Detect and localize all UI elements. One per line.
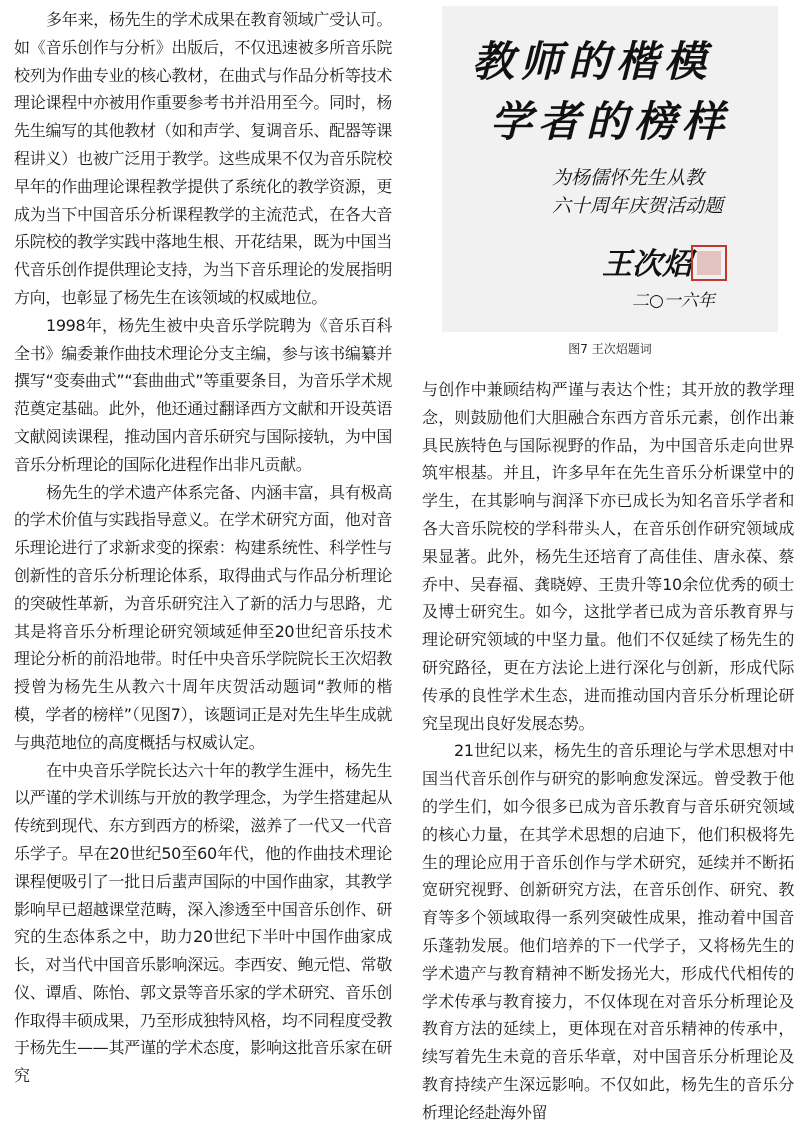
paragraph: 与创作中兼顾结构严谨与表达个性；其开放的教学理念，则鼓励他们大胆融合东西方音乐元素，创作出兼具民族特色与国际视野的作品，为中国音乐走向世界筑牢根基。并且，许多早年在先生音乐分析课堂中的学生，在其影响与润泽下亦已成长为知名音乐学者和各大音乐院校的学科带头人，在音乐创作研究领域成果显著。此外，杨先生还培育了高佳佳、唐永葆、蔡乔中、吴春福、龚晓婷、王贵升等10余位优秀的硕士及博士研究生。如今，这批学者已成为音乐教育界与理论研究领域的中坚力量。他们不仅延续了杨先生的研究路径，更在方法论上进行深化与创新，形成代际传承的良性学术生态，进而推动国内音乐分析理论研究呈现出良好发展态势。 [422, 380, 794, 733]
paragraph: 1998年，杨先生被中央音乐学院聘为《音乐百科全书》编委兼作曲技术理论分支主编，参与该书编纂并撰写“变奏曲式”“套曲曲式”等重要条目，为音乐学术规范奠定基础。此外，他还通过翻译西方文献和开设英语文献阅读课程，推动国内音乐研究与国际接轨，为中国音乐分析理论的国际化进程作出非凡贡献。 [14, 315, 392, 474]
paragraph: 21世纪以来，杨先生的音乐理论与学术思想对中国当代音乐创作与研究的影响愈发深远。曾受教于他的学生们，如今很多已成为音乐教育与音乐研究领域的核心力量，在其学术思想的启迪下，他们积极将先生的理论应用于音乐创作与学术研究，延续并不断拓宽研究视野、创新研究方法，在音乐创作、研究、教育等多个领域取得一系列突破性成果，推动着中国音乐蓬勃发展。他们培养的下一代学子，又将杨先生的学术遗产与教育精神不断发扬光大，形成代代相传的学术传承与教育接力，不仅体现在对音乐分析理论及教育方法的延续上，更体现在对音乐精神的传承中，续写着先生未竟的音乐华章，对中国音乐分析理论及教育持续产生深远影响。不仅如此，杨先生的音乐分析理论经赴海外留 [422, 741, 794, 1122]
calligraphy-note-2: 六十周年庆贺活动题 [552, 195, 724, 217]
seal-stamp [692, 246, 726, 280]
figure-calligraphy [442, 6, 778, 332]
calligraphy-date: 二○一六年 [632, 291, 715, 311]
calligraphy-image [442, 6, 778, 332]
paragraph: 在中央音乐学院长达六十年的教学生涯中，杨先生以严谨的学术训练与开放的教学理念，为学生搭建起从传统到现代、东方到西方的桥梁，滋养了一代又一代音乐学子。早在20世纪50至60年代，他的作曲技术理论课程便吸引了一批日后蜚声国际的中国作曲家，其教学影响早已超越课堂范畴，深入渗透至中国音乐创作、研究的生态体系之中，助力20世纪下半叶中国作曲家成长，对当代中国音乐影响深远。李西安、鲍元恺、常敬仪、谭盾、陈怡、郭文景等音乐家的学术研究、音乐创作取得丰硕成果，乃至形成独特风格，均不同程度受教于杨先生——其严谨的学术态度，影响这批音乐家在研究 [14, 760, 392, 1086]
left-column [14, 6, 392, 1090]
calligraphy-line-2: 学者的榜样 [490, 97, 731, 146]
paragraph: 多年来，杨先生的学术成果在教育领域广受认可。如《音乐创作与分析》出版后，不仅迅速被多所音乐院校列为作曲专业的核心教材，在曲式与作品分析等技术理论课程中亦被用作重要参考书并沿用至今。同时，杨先生编写的其他教材（如和声学、复调音乐、配器等课程讲义）也被广泛用于教学。这些成果不仅为音乐院校早年的作曲理论课程教学提供了系统化的教学资源，更成为当下中国音乐分析课程教学的主流范式，在各大音乐院校的教学实践中落地生根、开花结果，既为中国当代音乐创作提供理论支持，为当下音乐理论的发展指明方向，也彰显了杨先生在该领域的权威地位。 [14, 10, 392, 307]
right-text [422, 376, 794, 1127]
paragraph: 杨先生的学术遗产体系完备、内涵丰富，具有极高的学术价值与实践指导意义。在学术研究方面，他对音乐理论进行了求新求变的探索：构建系统性、科学性与创新性的音乐分析理论体系，取得曲式与作品分析理论的突破性革新，为音乐研究注入了新的活力与思路，尤其是将音乐分析理论研究领域延伸至20世纪音乐技术理论分析的前沿地带。时任中央音乐学院院长王次炤教授曾为杨先生从教六十周年庆贺活动题词“教师的楷模，学者的榜样”（见图7），该题词正是对先生毕生成就与典范地位的高度概括与权威认定。 [14, 482, 392, 752]
calligraphy-note-1: 为杨儒怀先生从教 [552, 167, 705, 189]
right-column [422, 6, 794, 1127]
calligraphy-signature: 王次炤 [602, 247, 692, 282]
figure-caption: 图7 王次炤题词 [568, 342, 652, 356]
calligraphy-line-1: 教师的楷模 [472, 37, 713, 86]
